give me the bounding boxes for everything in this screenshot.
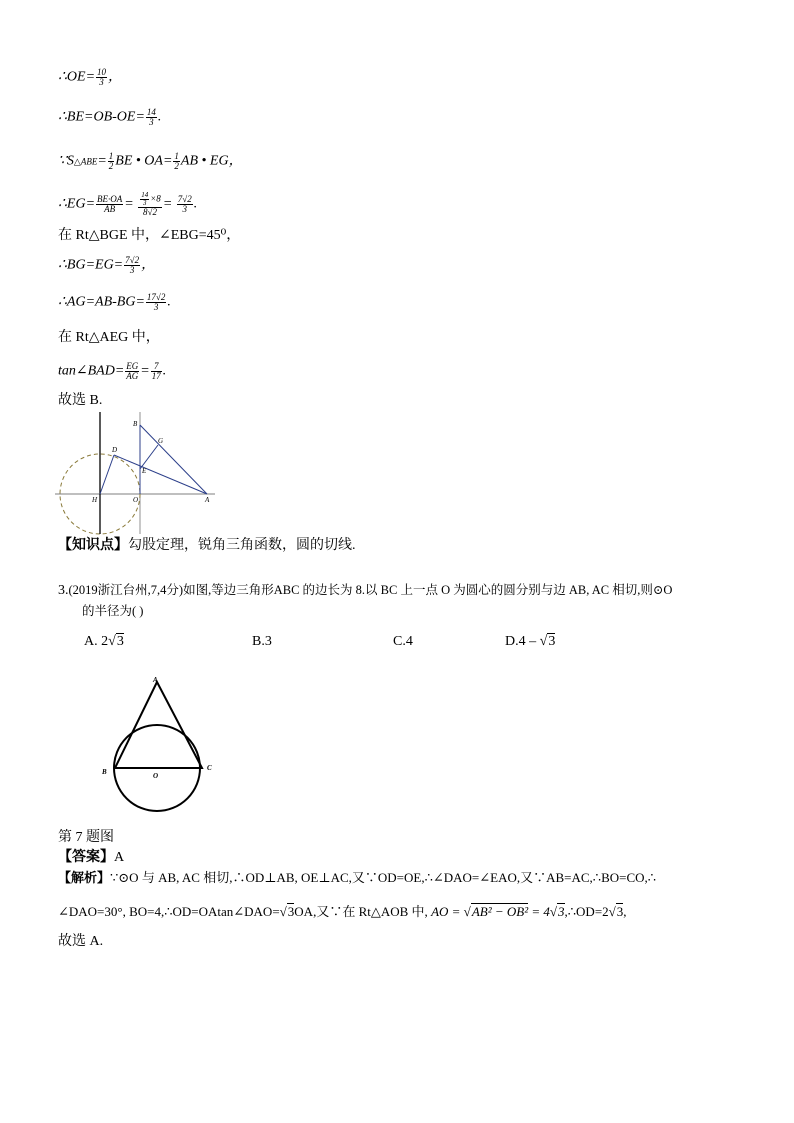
figure-1-diagram — [55, 412, 225, 542]
label-G: G — [158, 437, 164, 445]
solution-line-7: ∴AG=AB-BG= $\frac{17√2}{3}$ . — [58, 292, 171, 312]
solution-line-10: 故选 B. — [58, 393, 103, 408]
analysis-line-2: ∠DAO=30°, BO=4,∴OD=OAtan∠DAO=√3OA,又∵在 Rt△AOB 中, AO = √AB² − OB² = 4√3,∴OD=2√3, — [58, 904, 627, 919]
question-stem-line-2: 的半径为( ) — [82, 604, 144, 618]
label-A: A — [205, 496, 210, 504]
solution-line-6: ∴BG=EG= $\frac{7√2}{3}$ ， — [58, 255, 156, 275]
label-D: D — [112, 446, 118, 454]
option-b: B.3 — [252, 634, 272, 649]
solution-line-3: ∵S△ABE= $\frac{1}{2}$ BE • OA= $\frac{1}{2}$ AB • EG， — [58, 151, 243, 171]
knowledge-point — [58, 538, 356, 554]
analysis-line-1: 【解析】∵⊙O 与 AB, AC 相切,∴OD⊥AB, OE⊥AC,又∵OD=OE,∴∠DAO=∠EAO,又∵AB=AC,∴BO=CO,∴ — [58, 870, 657, 885]
label-O: O — [133, 496, 139, 504]
answer-line — [58, 850, 124, 866]
figure-caption: 第 7 题图 — [58, 830, 114, 845]
answer-value: A — [114, 850, 125, 865]
solution-line-4: ∴EG= $\frac{BE\cdot OA}{AB}$ = $\frac{14}{3}$ ×8 8√2 = $\frac{7√2}{3}$ . — [58, 191, 198, 217]
analysis-tag: 【解析】 — [58, 870, 111, 885]
option-d: D.4 – √3 — [505, 634, 556, 649]
option-a: A. 2√3 — [84, 634, 124, 649]
solution-line-5: 在 Rt△BGE 中，∠EBG=45⁰， — [58, 228, 241, 243]
knowledge-text: 勾股定理，锐角三角函数，圆的切线. — [128, 538, 356, 553]
segment-HD — [100, 455, 114, 494]
label-C2: C — [207, 764, 212, 772]
label-O2: O — [153, 772, 159, 780]
segment-EG — [140, 445, 158, 469]
solution-line-1: ∴OE= $\frac{10}{3}$ ， — [58, 67, 123, 87]
figure-2-diagram — [95, 672, 225, 822]
solution-line-8: 在 Rt△AEG 中， — [58, 330, 160, 345]
solution-line-9: tan∠BAD= $\frac{EG}{AG}$ = $\frac{7}{17}$ . — [58, 361, 167, 381]
segment-BA — [140, 425, 207, 494]
segment-DA — [114, 455, 207, 494]
question-number: 3. — [58, 583, 69, 598]
label-A2: A — [153, 676, 158, 684]
solution-line-2: ∴BE=OB-OE= $\frac{14}{3}$ . — [58, 107, 162, 127]
analysis-line-3: 故选 A. — [58, 934, 104, 949]
label-B: B — [133, 420, 138, 428]
label-E: E — [142, 467, 147, 475]
label-H: H — [92, 496, 98, 504]
option-c: C.4 — [393, 634, 413, 649]
question-3-stem — [58, 582, 672, 599]
label-B2: B — [102, 768, 107, 776]
answer-tag: 【答案】 — [58, 850, 114, 865]
knowledge-tag: 【知识点】 — [58, 538, 128, 553]
question-stem-line-1: (2019浙江台州,7,4分)如图,等边三角形ABC 的边长为 8.以 BC 上一点 O 为圆心的圆分别与边 AB, AC 相切,则⊙O — [68, 583, 673, 597]
